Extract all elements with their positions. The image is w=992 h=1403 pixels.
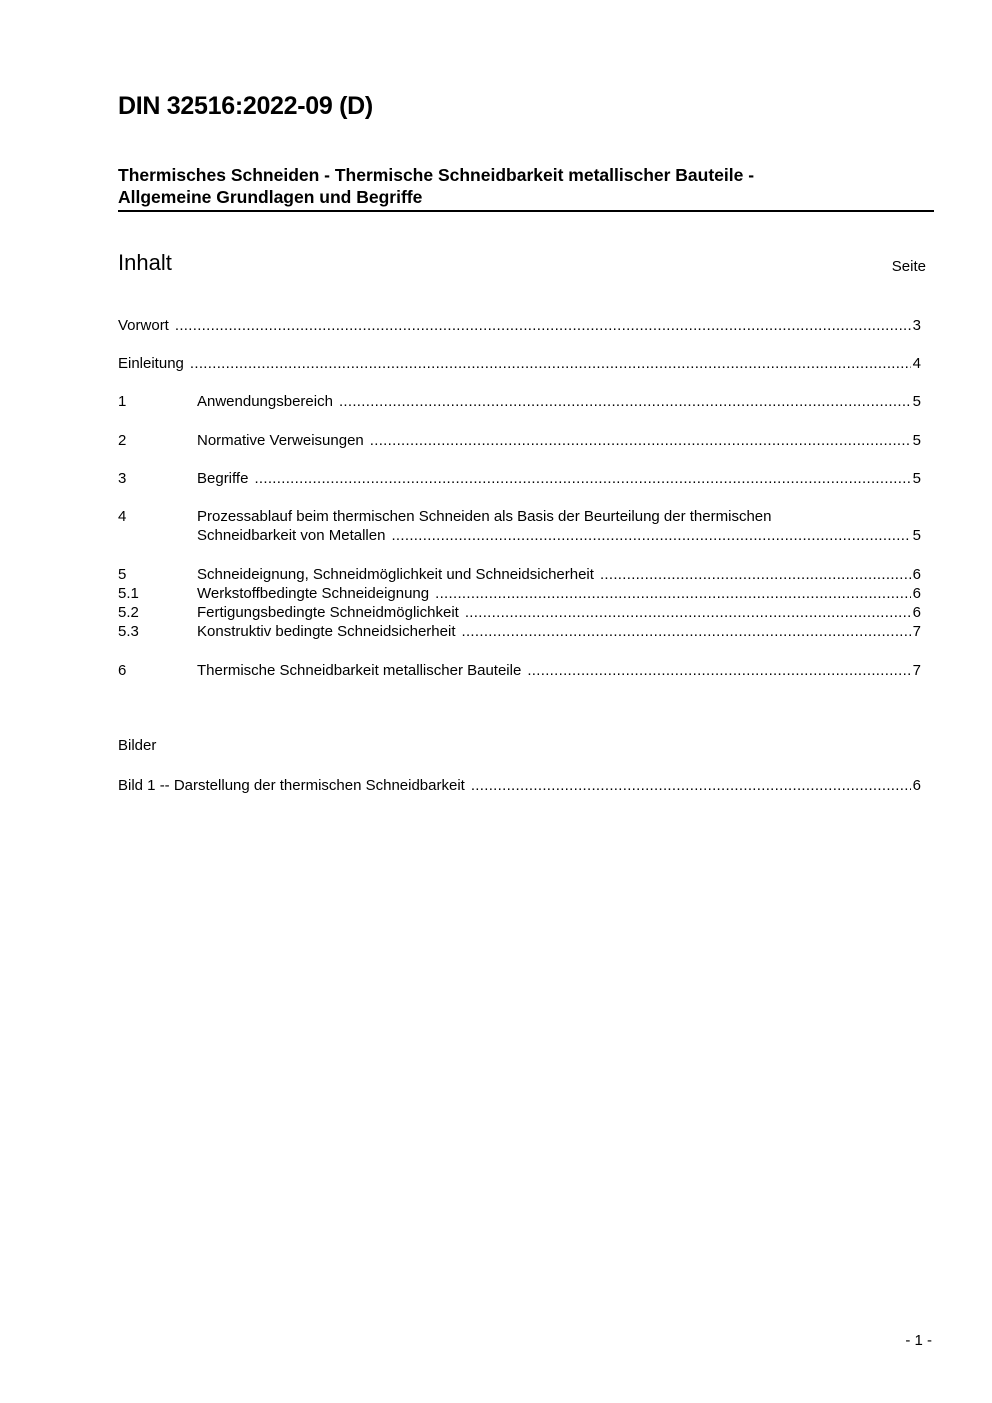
dot-leader	[465, 603, 911, 622]
toc-entry-5-3[interactable]	[118, 622, 921, 641]
figure-entry-1[interactable]	[118, 776, 921, 795]
document-id: DIN 32516:2022-09 (D)	[118, 92, 373, 120]
toc-entry-4[interactable]	[118, 507, 921, 545]
page-column-label: Seite	[891, 258, 926, 275]
toc-entry-page: 5	[912, 470, 921, 487]
dot-leader	[370, 431, 911, 450]
dot-leader	[462, 622, 911, 641]
toc-entry-5[interactable]	[118, 565, 921, 584]
toc-entry-5-1[interactable]	[118, 584, 921, 603]
toc-entry-number: 1	[118, 393, 127, 410]
toc-entry-page: 6	[912, 604, 921, 621]
dot-leader	[435, 584, 911, 603]
dot-leader	[600, 565, 911, 584]
toc-entry-label: Einleitung	[118, 355, 184, 372]
toc-entry-number: 5.3	[118, 623, 139, 640]
dot-leader	[175, 316, 911, 335]
toc-entry-label-line-2: Schneidbarkeit von Metallen	[197, 527, 386, 544]
toc-entry-page: 5	[912, 432, 921, 449]
toc-entry-number: 4	[118, 508, 127, 525]
title-divider	[118, 210, 934, 212]
title-line-2: Allgemeine Grundlagen und Begriffe	[118, 187, 423, 207]
page-number: - 1 -	[905, 1332, 932, 1349]
toc-entry-number: 5.2	[118, 604, 139, 621]
toc-entry-einleitung[interactable]	[118, 354, 921, 373]
toc-entry-6[interactable]	[118, 661, 921, 680]
toc-entry-label: Vorwort	[118, 317, 169, 334]
figure-entry-page: 6	[912, 777, 921, 794]
figure-entry-label: Bild 1 -- Darstellung der thermischen Schneidbarkeit	[118, 777, 465, 794]
toc-entry-page: 5	[912, 393, 921, 410]
dot-leader	[190, 354, 911, 373]
toc-entry-2[interactable]	[118, 431, 921, 450]
toc-entry-label: Anwendungsbereich	[197, 393, 333, 410]
dot-leader	[471, 776, 911, 795]
toc-entry-5-2[interactable]	[118, 603, 921, 622]
toc-entry-label: Werkstoffbedingte Schneideignung	[197, 585, 430, 602]
toc-entry-page: 7	[912, 662, 921, 679]
dot-leader	[391, 526, 910, 545]
toc-entry-1[interactable]	[118, 392, 921, 411]
toc-entry-label: Normative Verweisungen	[197, 432, 364, 449]
dot-leader	[527, 661, 910, 680]
toc-entry-number: 6	[118, 662, 127, 679]
toc-entry-label: Schneideignung, Schneidmöglichkeit und Schneidsicherheit	[197, 566, 594, 583]
toc-entry-vorwort[interactable]	[118, 316, 921, 335]
toc-entry-number: 2	[118, 432, 127, 449]
toc-entry-label: Fertigungsbedingte Schneidmöglichkeit	[197, 604, 459, 621]
toc-entry-number: 3	[118, 470, 127, 487]
toc-entry-label: Begriffe	[197, 470, 249, 487]
toc-entry-label: Thermische Schneidbarkeit metallischer Bauteile	[197, 662, 522, 679]
toc-entry-page: 3	[912, 317, 921, 334]
dot-leader	[254, 469, 910, 488]
toc-entry-page: 6	[912, 585, 921, 602]
toc-heading: Inhalt	[118, 250, 172, 275]
toc-entry-page: 4	[912, 355, 921, 372]
toc-entry-label-line-1: Prozessablauf beim thermischen Schneiden als Basis der Beurteilung der thermischen	[197, 508, 772, 525]
toc-entry-number: 5.1	[118, 585, 139, 602]
toc-entry-3[interactable]	[118, 469, 921, 488]
document-title	[118, 164, 933, 208]
toc-entry-label: Konstruktiv bedingte Schneidsicherheit	[197, 623, 456, 640]
figures-heading: Bilder	[118, 737, 157, 754]
toc-entry-page: 5	[912, 527, 921, 544]
dot-leader	[339, 392, 911, 411]
title-line-1: Thermisches Schneiden - Thermische Schneidbarkeit metallischer Bauteile -	[118, 165, 755, 185]
toc-entry-number: 5	[118, 566, 127, 583]
toc-entry-page: 7	[912, 623, 921, 640]
toc-entry-page: 6	[912, 566, 921, 583]
